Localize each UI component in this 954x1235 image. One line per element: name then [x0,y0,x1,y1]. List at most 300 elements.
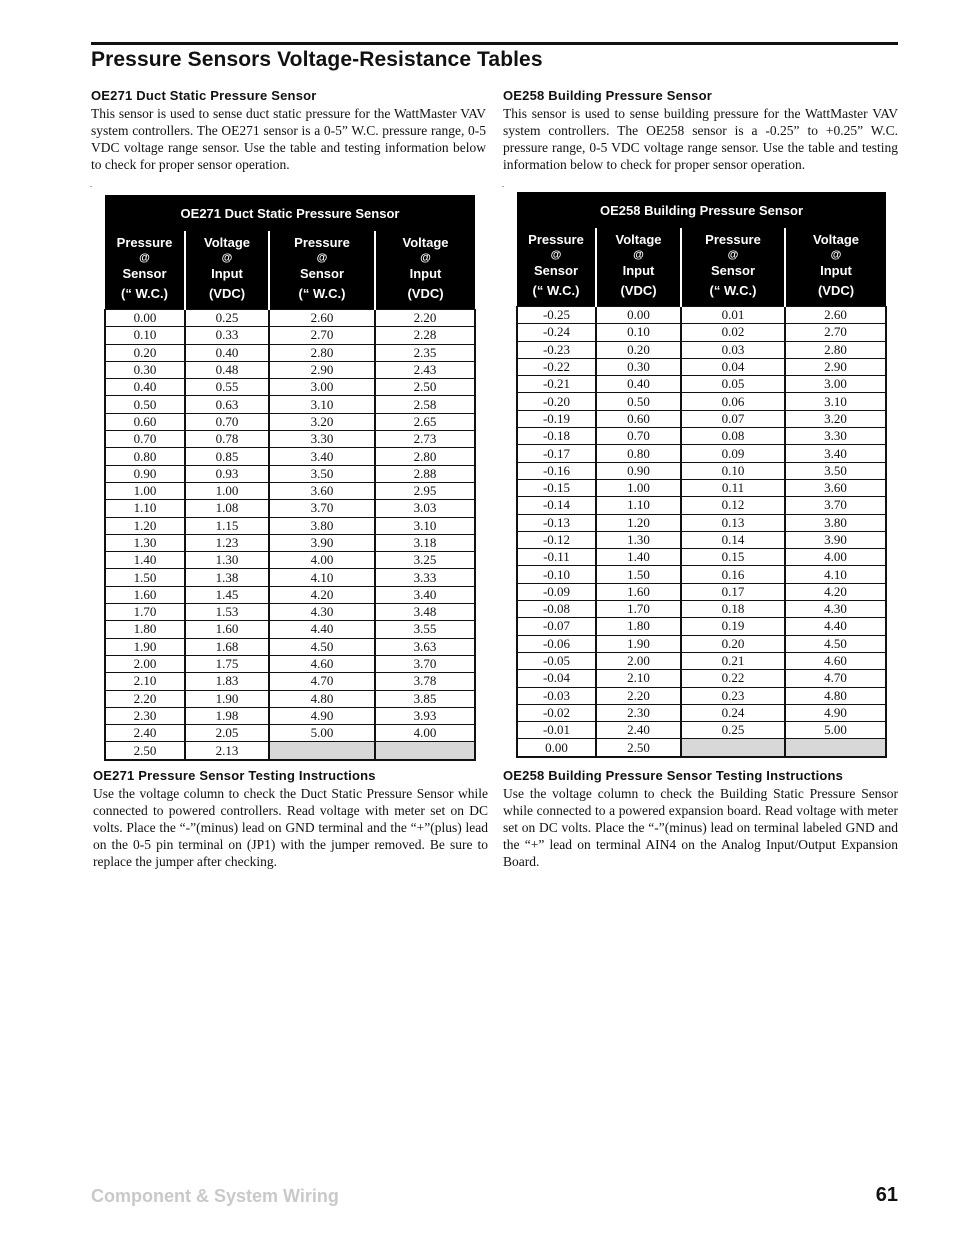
table-cell: 3.50 [269,465,375,482]
table-cell: 1.60 [185,621,269,638]
table-cell: 0.80 [105,448,185,465]
table-cell: 4.40 [785,618,886,635]
oe271-instructions [93,768,488,870]
table-cell: 0.40 [105,379,185,396]
table-row [517,722,886,739]
table-cell: 0.93 [185,465,269,482]
column-header-line: Pressure [528,232,584,247]
table-cell: -0.12 [517,531,596,548]
footer-section-title: Component & System Wiring [91,1186,339,1206]
table-row [517,566,886,583]
column-header-line: (VDC) [817,283,855,298]
table-row [517,358,886,375]
table-row [105,517,475,534]
table-cell: 1.40 [596,549,681,566]
table-cell: 1.23 [185,534,269,551]
table-cell: 2.05 [185,725,269,742]
table-cell: -0.10 [517,566,596,583]
table-cell: -0.14 [517,497,596,514]
table-row [105,379,475,396]
table-cell: 0.20 [596,341,681,358]
table-cell: -0.19 [517,410,596,427]
table-row [105,465,475,482]
table-cell: 1.15 [185,517,269,534]
table-cell: 0.60 [105,413,185,430]
column-header-line: Sensor [710,263,756,278]
table-cell: 3.40 [269,448,375,465]
table-cell: 4.40 [269,621,375,638]
oe271-heading: OE271 Duct Static Pressure Sensor [91,88,317,103]
table-cell: 1.98 [185,707,269,724]
table-cell: 0.23 [681,687,785,704]
table-cell: 2.90 [269,361,375,378]
table-row [105,413,475,430]
table-cell: 0.08 [681,428,785,445]
table-cell: 3.00 [269,379,375,396]
table-cell: 1.70 [105,604,185,621]
table-cell: 2.65 [375,413,475,430]
table-row [105,604,475,621]
table-row [105,482,475,499]
table-row [517,687,886,704]
table-row [517,531,886,548]
table-cell: 4.10 [785,566,886,583]
column-header [375,231,475,310]
table-cell: -0.09 [517,583,596,600]
table-cell: -0.15 [517,479,596,496]
table-cell: 2.13 [185,742,269,760]
table-row [517,410,886,427]
table-cell: 1.90 [596,635,681,652]
table-cell: 3.90 [269,534,375,551]
table-cell: 2.70 [269,327,375,344]
column-header-line: Pressure [294,235,350,250]
table-row [105,673,475,690]
table-row [517,445,886,462]
table-cell: 0.00 [517,739,596,757]
table-cell: 0.10 [681,462,785,479]
table-cell: -0.25 [517,307,596,324]
table-cell: 0.25 [681,722,785,739]
column-header-line: Pressure [116,235,173,250]
table-cell: -0.22 [517,358,596,375]
table-cell: 2.70 [785,324,886,341]
table-row [517,670,886,687]
page-number: 61 [875,1184,898,1206]
table-cell: 4.90 [785,704,886,721]
table-row [105,621,475,638]
table-cell: 2.28 [375,327,475,344]
table-row [105,448,475,465]
table-cell: 1.10 [596,497,681,514]
table-cell: 1.90 [185,690,269,707]
table-cell: 3.78 [375,673,475,690]
table-cell: 2.40 [596,722,681,739]
column-header [785,228,886,307]
column-header-line: Input [820,263,852,278]
oe271-instructions-text: Use the voltage column to check the Duct Static Pressure Sensor while connected to powered controllers. Read voltage with meter set on DC volts. Place the “-”(minus) lead on GND terminal and the “+”(plus) lead on the 0-5 pin terminal on (JP1) with the jumper removed. Be sure to replace the jumper after checking. [93,786,488,869]
table-cell: 2.73 [375,431,475,448]
table-cell: 2.20 [105,690,185,707]
table-cell: 1.50 [596,566,681,583]
table-cell: 1.38 [185,569,269,586]
table-cell: 3.60 [785,479,886,496]
column-header-line: Voltage [402,235,449,250]
column-header [681,228,785,307]
table-cell: 4.60 [269,655,375,672]
table-cell [681,739,785,757]
table-cell: 4.30 [785,601,886,618]
table-cell: 4.80 [269,690,375,707]
column-header-line: Input [409,266,442,281]
table-cell: 2.10 [596,670,681,687]
column-header-line: Input [622,263,655,278]
table-cell: 0.50 [596,393,681,410]
table-cell: 3.80 [269,517,375,534]
table-cell: 3.03 [375,500,475,517]
table-row [517,583,886,600]
oe271-table-caption: OE271 Duct Static Pressure Sensor [105,195,475,231]
oe271-instructions-heading: OE271 Pressure Sensor Testing Instructions [93,768,376,783]
table-row [517,739,886,757]
table-cell: 1.08 [185,500,269,517]
table-row [517,601,886,618]
column-header-line: Voltage [615,232,662,247]
table-row [517,376,886,393]
table-cell: 0.12 [681,497,785,514]
table-cell: 1.20 [105,517,185,534]
table-row [105,552,475,569]
table-row [517,428,886,445]
oe258-instructions [503,768,898,870]
table-cell: 0.10 [596,324,681,341]
table-cell: 0.24 [681,704,785,721]
table-cell: 3.70 [269,500,375,517]
table-cell: -0.16 [517,462,596,479]
table-row [517,324,886,341]
table-cell: 4.70 [269,673,375,690]
table-cell: 2.00 [105,655,185,672]
oe271-description: This sensor is used to sense duct static pressure for the WattMaster VAV system controllers. The OE271 sensor is a 0-5” W.C. pressure range, 0-5 VDC voltage range sensor. Use the table and testing information below to check for proper sensor operation. [91,106,486,172]
table-cell: 0.50 [105,396,185,413]
table-cell: 1.20 [596,514,681,531]
column-header-line: (“ W.C.) [532,283,580,298]
table-cell: -0.18 [517,428,596,445]
table-cell: 3.20 [269,413,375,430]
column-header-line: @ [221,252,233,264]
table-row [517,704,886,721]
column-header [105,231,185,310]
table-cell: 3.33 [375,569,475,586]
table-cell: 0.11 [681,479,785,496]
table-cell [269,742,375,760]
table-cell: 1.83 [185,673,269,690]
table-cell: 0.04 [681,358,785,375]
table-row [105,344,475,361]
table-cell: 3.70 [375,655,475,672]
table-cell: 0.63 [185,396,269,413]
table-cell: 2.80 [785,341,886,358]
table-cell: -0.01 [517,722,596,739]
table-cell: 5.00 [785,722,886,739]
column-header-line: (VDC) [208,286,246,301]
column-header-line: (“ W.C.) [298,286,346,301]
table-cell: 0.18 [681,601,785,618]
table-cell: 2.60 [785,307,886,324]
table-cell: 1.40 [105,552,185,569]
table-cell: 1.53 [185,604,269,621]
column-header [185,231,269,310]
table-cell: 4.60 [785,652,886,669]
table-cell: 4.20 [269,586,375,603]
table-cell: 0.01 [681,307,785,324]
table-cell: 1.45 [185,586,269,603]
table-cell: 2.40 [105,725,185,742]
table-cell: -0.06 [517,635,596,652]
table-cell: 1.90 [105,638,185,655]
table-cell: 3.40 [785,445,886,462]
oe258-heading: OE258 Building Pressure Sensor [503,88,713,103]
table-cell: 3.18 [375,534,475,551]
table-cell: 2.90 [785,358,886,375]
page-title: Pressure Sensors Voltage-Resistance Tables [91,48,543,71]
table-row [105,586,475,603]
table-cell: 0.30 [596,358,681,375]
table-cell: 0.17 [681,583,785,600]
table-row [517,497,886,514]
table-cell: -0.21 [517,376,596,393]
column-header-line: @ [550,249,562,261]
table-cell: 0.33 [185,327,269,344]
table-cell: 4.10 [269,569,375,586]
table-cell: 4.30 [269,604,375,621]
table-cell: 2.50 [596,739,681,757]
oe271-table [104,195,476,761]
table-row [105,327,475,344]
column-header-line: Sensor [299,266,345,281]
table-cell: 3.93 [375,707,475,724]
column-header-line: Input [211,266,243,281]
column-header-line: Sensor [122,266,167,281]
table-cell: 2.20 [375,310,475,327]
table-cell: 0.14 [681,531,785,548]
table-cell: 0.30 [105,361,185,378]
table-cell: 1.10 [105,500,185,517]
table-cell: 3.48 [375,604,475,621]
table-cell: 0.78 [185,431,269,448]
table-cell: 4.50 [269,638,375,655]
table-cell: -0.08 [517,601,596,618]
table-cell: 2.58 [375,396,475,413]
table-cell: 2.80 [269,344,375,361]
table-cell: 1.00 [596,479,681,496]
table-cell: -0.24 [517,324,596,341]
top-rule [91,42,898,45]
table-cell: 1.70 [596,601,681,618]
table-cell: 5.00 [269,725,375,742]
table-cell: 0.48 [185,361,269,378]
table-cell: 0.40 [185,344,269,361]
table-cell: 0.70 [105,431,185,448]
table-cell: 0.90 [105,465,185,482]
table-cell: 3.25 [375,552,475,569]
table-cell: 3.30 [269,431,375,448]
table-row [105,707,475,724]
table-cell: 1.00 [185,482,269,499]
column-header [517,228,596,307]
table-cell: 0.55 [185,379,269,396]
table-cell: 1.80 [105,621,185,638]
table-cell: 2.50 [375,379,475,396]
table-cell: 0.00 [596,307,681,324]
table-row [517,514,886,531]
column-header-line: @ [633,249,644,261]
table-cell: 3.60 [269,482,375,499]
table-row [105,500,475,517]
table-cell: 3.10 [785,393,886,410]
table-cell: -0.11 [517,549,596,566]
table-cell: -0.23 [517,341,596,358]
table-row [105,310,475,327]
table-cell: 3.00 [785,376,886,393]
table-row [105,569,475,586]
table-cell: 1.75 [185,655,269,672]
table-cell: 0.90 [596,462,681,479]
column-header-line: @ [139,252,150,264]
table-cell: 2.20 [596,687,681,704]
column-header-line: (VDC) [620,283,657,298]
table-cell: 3.50 [785,462,886,479]
table-cell: 1.60 [105,586,185,603]
table-row [105,690,475,707]
table-cell: 3.80 [785,514,886,531]
table-cell: 4.00 [375,725,475,742]
table-cell: 2.43 [375,361,475,378]
oe258-table [516,192,887,758]
table-cell: 2.10 [105,673,185,690]
column-header-line: @ [420,252,431,264]
table-row [105,534,475,551]
table-row [517,393,886,410]
table-row [105,655,475,672]
table-row [517,479,886,496]
table-cell: 0.05 [681,376,785,393]
table-row [517,462,886,479]
tick-mark: . [502,180,504,189]
table-cell: 3.85 [375,690,475,707]
table-row [517,307,886,324]
table-row [105,638,475,655]
table-cell [375,742,475,760]
oe258-instructions-text: Use the voltage column to check the Building Static Pressure Sensor while connected to a powered expansion board. Read voltage with meter set on DC volts. Place the “-”(minus) lead on terminal labeled GND and the “+” lead on terminal AIN4 on the Analog Input/Output Expansion Board. [503,786,898,869]
table-cell: 1.30 [596,531,681,548]
column-header-line: @ [830,249,842,261]
table-cell: 0.15 [681,549,785,566]
table-cell: 3.40 [375,586,475,603]
table-cell: 0.10 [105,327,185,344]
table-cell: 3.70 [785,497,886,514]
table-cell: 0.09 [681,445,785,462]
table-cell: 0.60 [596,410,681,427]
oe258-instructions-heading: OE258 Building Pressure Sensor Testing Instructions [503,768,844,783]
table-cell: 0.40 [596,376,681,393]
table-cell: 3.10 [269,396,375,413]
table-cell: 0.20 [681,635,785,652]
table-cell: 0.07 [681,410,785,427]
table-cell: 3.10 [375,517,475,534]
table-cell: 1.60 [596,583,681,600]
table-cell: 0.02 [681,324,785,341]
table-cell: 2.50 [105,742,185,760]
column-header-line: Sensor [533,263,579,278]
table-cell: -0.02 [517,704,596,721]
table-cell: 0.21 [681,652,785,669]
table-cell: 0.19 [681,618,785,635]
column-header-line: Voltage [813,232,860,247]
table-row [105,725,475,742]
table-cell: 3.20 [785,410,886,427]
table-cell: -0.07 [517,618,596,635]
table-cell: 0.80 [596,445,681,462]
column-header-line: @ [727,249,739,261]
column-header [596,228,681,307]
oe258-intro [503,88,898,173]
table-cell: -0.03 [517,687,596,704]
table-cell [785,739,886,757]
table-cell: 4.80 [785,687,886,704]
table-cell: 0.22 [681,670,785,687]
table-cell: 1.30 [185,552,269,569]
oe271-intro [91,88,486,173]
table-cell: 0.06 [681,393,785,410]
table-cell: 3.55 [375,621,475,638]
table-row [517,549,886,566]
table-cell: 0.16 [681,566,785,583]
table-cell: 1.30 [105,534,185,551]
table-cell: 4.50 [785,635,886,652]
table-cell: 2.35 [375,344,475,361]
table-row [517,652,886,669]
column-header-line: @ [316,252,328,264]
table-cell: 4.00 [785,549,886,566]
table-cell: 3.90 [785,531,886,548]
table-cell: 4.70 [785,670,886,687]
table-row [105,361,475,378]
table-cell: 0.20 [105,344,185,361]
table-cell: 0.25 [185,310,269,327]
column-header [269,231,375,310]
table-cell: 0.85 [185,448,269,465]
table-row [517,341,886,358]
table-cell: -0.05 [517,652,596,669]
table-cell: 1.50 [105,569,185,586]
table-row [105,396,475,413]
table-row [105,431,475,448]
table-row [105,742,475,760]
column-header-line: Pressure [705,232,761,247]
table-cell: 0.13 [681,514,785,531]
column-header-line: Voltage [204,235,250,250]
column-header-line: (“ W.C.) [709,283,757,298]
table-cell: 2.95 [375,482,475,499]
table-cell: 3.63 [375,638,475,655]
table-row [517,618,886,635]
table-cell: -0.04 [517,670,596,687]
table-cell: -0.17 [517,445,596,462]
table-cell: 4.90 [269,707,375,724]
table-cell: 1.68 [185,638,269,655]
oe258-table-caption: OE258 Building Pressure Sensor [517,192,886,228]
